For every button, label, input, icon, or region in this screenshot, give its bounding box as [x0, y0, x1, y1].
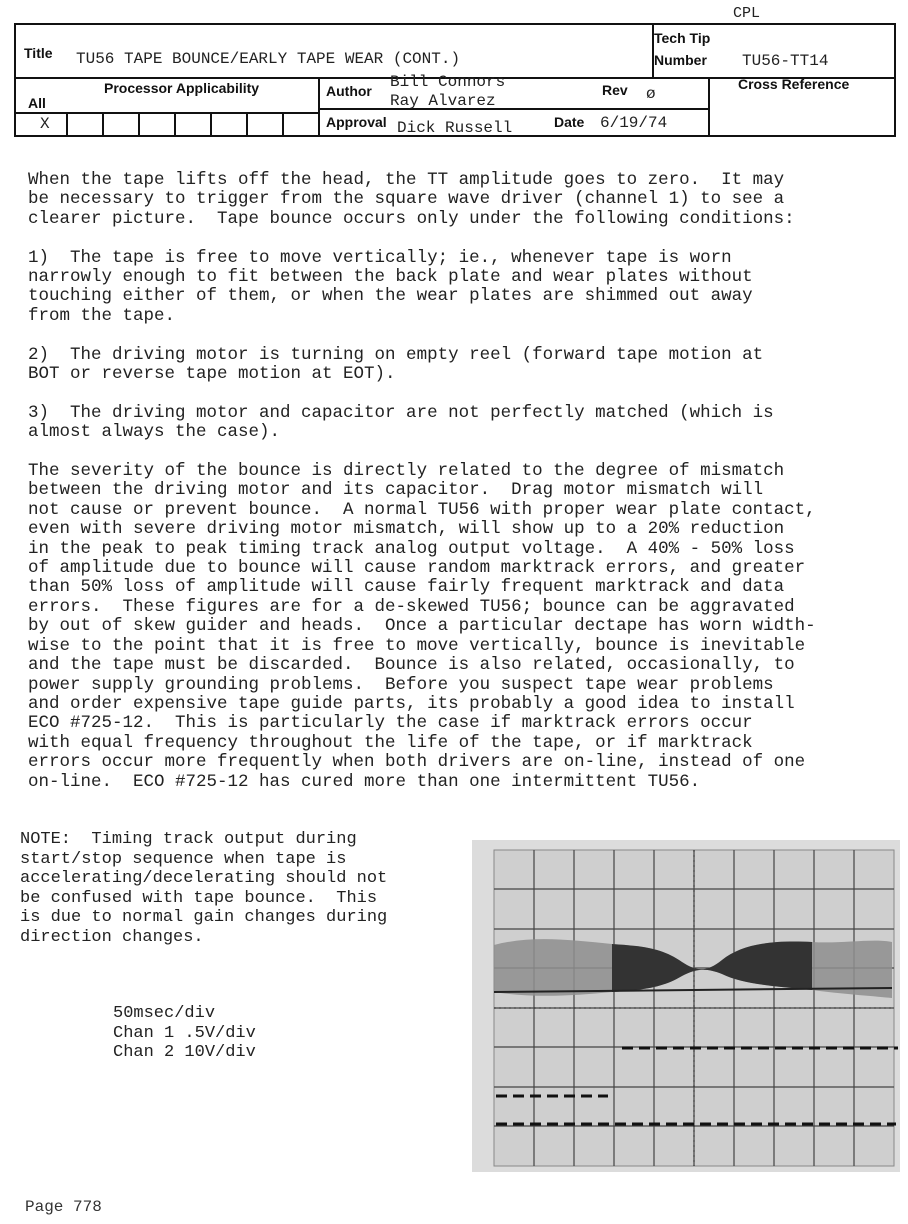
all-checkbox: X — [40, 115, 50, 133]
scope-settings: 50msec/div Chan 1 .5V/div Chan 2 10V/div — [113, 1004, 256, 1063]
approval-label: Approval — [326, 114, 387, 130]
body-paragraph: The severity of the bounce is directly related to the degree of mismatch between the driving motor and its capacitor. Drag motor mismatch will not cause or prevent bounce. A normal TU56 with proper wear plate contact, even with severe driving motor mismatch, will show up to a 20% reduction in the peak to peak timing track analog output voltage. A 40% - 50% loss of amplitude due to bounce will cause random marktrack errors, and greater than 50% loss of amplitude will cause fairly frequent marktrack and data errors. These figures are for a de-skewed TU56; bounce can be aggravated by out of skew guider and heads. Once a particular dectape has worn width- wise to the point that it is free to move vertically, bounce is inevitable and the tape must be discarded. Bounce is also related, occasionally, to power supply grounding problems. Before you suspect tape wear problems and order expensive tape guide parts, its probably a good idea to install ECO #725-12. This is particularly the case if marktrack errors occur with equal frequency throughout the life of the tape, or if marktrack errors occur more frequently when both drivers are on-line, instead of one on-line. ECO #725-12 has cured more than one intermittent TU56. — [28, 461, 816, 792]
author-1: Bill Connors — [390, 73, 506, 91]
rev-label: Rev — [602, 82, 628, 98]
all-label: All — [28, 95, 46, 111]
number-label: Number — [654, 52, 707, 68]
oscilloscope-photo — [472, 840, 900, 1172]
approval-value: Dick Russell — [397, 119, 513, 137]
author-label: Author — [326, 83, 372, 99]
tech-tip-label: Tech Tip — [654, 30, 711, 46]
processor-label: Processor Applicability — [104, 80, 260, 96]
org-label: CPL — [733, 5, 761, 22]
tip-number: TU56-TT14 — [742, 52, 829, 70]
body-paragraph: 2) The driving motor is turning on empty reel (forward tape motion at BOT or reverse tape motion at EOT). — [28, 344, 764, 385]
note-text: NOTE: Timing track output during start/stop sequence when tape is accelerating/decelerating should not be confused with tape bounce. This is due to normal gain changes during direction changes. — [20, 830, 388, 947]
cross-reference-label: Cross Reference — [738, 76, 850, 92]
title-value: TU56 TAPE BOUNCE/EARLY TAPE WEAR (CONT.) — [76, 50, 461, 68]
oscilloscope-trace — [472, 840, 900, 1172]
page-number: Page 778 — [25, 1198, 102, 1216]
body-paragraph: 3) The driving motor and capacitor are not perfectly matched (which is almost always the case). — [28, 402, 774, 443]
title-label: Title — [24, 45, 53, 61]
body-text — [28, 171, 906, 811]
date-value: 6/19/74 — [600, 114, 668, 132]
author-2: Ray Alvarez — [390, 92, 496, 110]
body-paragraph: When the tape lifts off the head, the TT amplitude goes to zero. It may be necessary to trigger from the square wave driver (channel 1) to see a clearer picture. Tape bounce occurs only under the following conditions: — [28, 170, 795, 229]
date-label: Date — [554, 114, 585, 130]
body-paragraph: 1) The tape is free to move vertically; ie., whenever tape is worn narrowly enough to fit between the back plate and wear plates without touching either of them, or when the wear plates are shimmed out away from the tape. — [28, 247, 753, 326]
tech-tip-form — [14, 23, 896, 137]
rev-value: ø — [646, 85, 656, 103]
